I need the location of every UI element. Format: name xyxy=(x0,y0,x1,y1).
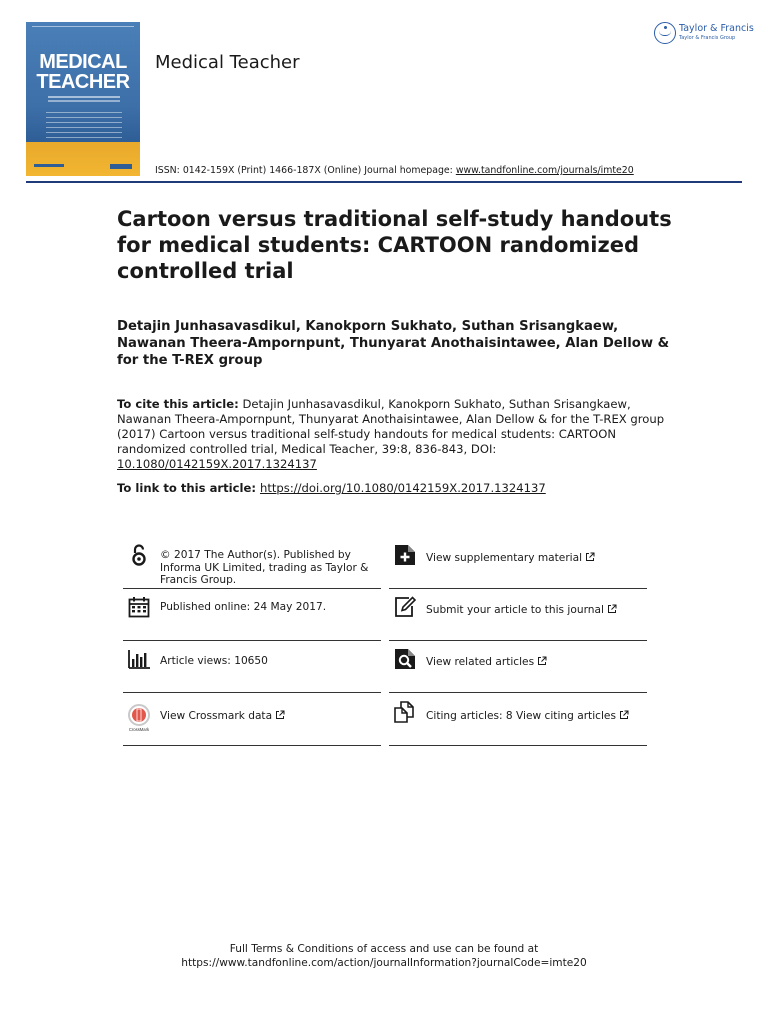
terms-footer xyxy=(0,942,768,970)
citing-articles-link[interactable]: Citing articles: 8 View citing articles xyxy=(426,710,616,722)
document-search-icon xyxy=(393,647,417,671)
citing-documents-icon xyxy=(393,700,417,724)
bar-chart-icon xyxy=(127,647,151,671)
related-articles-link[interactable]: View related articles xyxy=(426,656,535,668)
external-link-icon xyxy=(619,710,629,720)
issn-text: ISSN: 0142-159X (Print) 1466-187X (Online) Journal homepage: xyxy=(155,165,456,176)
article-authors: Detajin Junhasavasdikul, Kanokporn Sukhato, Suthan Srisangkaew, Nawanan Theera-Ampornpunt, Thunyarat Anothaisintawee, Alan Dellow & for the T-REX group xyxy=(117,319,670,368)
article-doi-link[interactable]: https://doi.org/10.1080/0142159X.2017.1324137 xyxy=(259,481,546,495)
published-date: Published online: 24 May 2017. xyxy=(160,601,327,613)
edit-icon xyxy=(393,595,417,619)
citing-cell[interactable] xyxy=(389,694,647,746)
license-text: © 2017 The Author(s). Published by Informa UK Limited, trading as Taylor & Francis Group. xyxy=(160,549,369,586)
terms-text: Full Terms & Conditions of access and use can be found at xyxy=(229,943,539,955)
external-link-icon xyxy=(537,656,547,666)
crossmark-icon xyxy=(127,704,151,732)
article-link-line xyxy=(117,481,546,496)
publisher-name: Taylor & Francis xyxy=(679,23,754,34)
external-link-icon xyxy=(275,710,285,720)
external-link-icon xyxy=(585,552,595,562)
citation-label: To cite this article: xyxy=(117,397,239,411)
crossmark-logo-text: CrossMark xyxy=(128,727,150,732)
journal-homepage-link[interactable]: www.tandfonline.com/journals/imte20 xyxy=(455,165,634,176)
document-plus-icon xyxy=(393,543,417,567)
cover-title: MEDICAL TEACHER xyxy=(36,51,130,93)
publisher-logo-icon xyxy=(654,22,676,44)
journal-name: Medical Teacher xyxy=(155,52,300,73)
views-cell xyxy=(123,641,381,693)
article-views: Article views: 10650 xyxy=(160,655,268,667)
publisher-group: Taylor & Francis Group xyxy=(679,35,736,41)
open-access-icon xyxy=(127,543,151,567)
terms-url[interactable]: https://www.tandfonline.com/action/journalInformation?journalCode=imte20 xyxy=(181,957,587,969)
publisher-logo[interactable] xyxy=(654,22,754,46)
journal-cover-image xyxy=(26,22,140,176)
article-title: Cartoon versus traditional self-study handouts for medical students: CARTOON randomized controlled trial xyxy=(117,207,672,283)
citation-block xyxy=(117,397,677,472)
citation-text: Detajin Junhasavasdikul, Kanokporn Sukhato, Suthan Srisangkaew, Nawanan Theera-Ampornpunt, Thunyarat Anothaisintawee, Alan Dellow & for the T-REX group (2017) Cartoon versus traditional self-study handouts for medical students: CARTOON randomized controlled trial, Medical Teacher, 39:8, 836-843, DOI: xyxy=(117,397,665,456)
article-link-label: To link to this article: xyxy=(117,481,256,495)
crossmark-cell[interactable] xyxy=(123,694,381,746)
crossmark-link[interactable]: View Crossmark data xyxy=(160,710,273,722)
related-cell[interactable] xyxy=(389,641,647,693)
issn-line xyxy=(155,165,634,176)
submit-cell[interactable] xyxy=(389,589,647,641)
supplementary-link[interactable]: View supplementary material xyxy=(426,552,583,564)
citation-doi-link[interactable]: 10.1080/0142159X.2017.1324137 xyxy=(117,457,317,471)
header-divider xyxy=(26,181,742,183)
submit-article-link[interactable]: Submit your article to this journal xyxy=(426,604,604,616)
external-link-icon xyxy=(607,604,617,614)
supplementary-cell[interactable] xyxy=(389,537,647,589)
calendar-icon xyxy=(127,595,151,619)
published-cell xyxy=(123,589,381,641)
license-cell xyxy=(123,537,381,589)
